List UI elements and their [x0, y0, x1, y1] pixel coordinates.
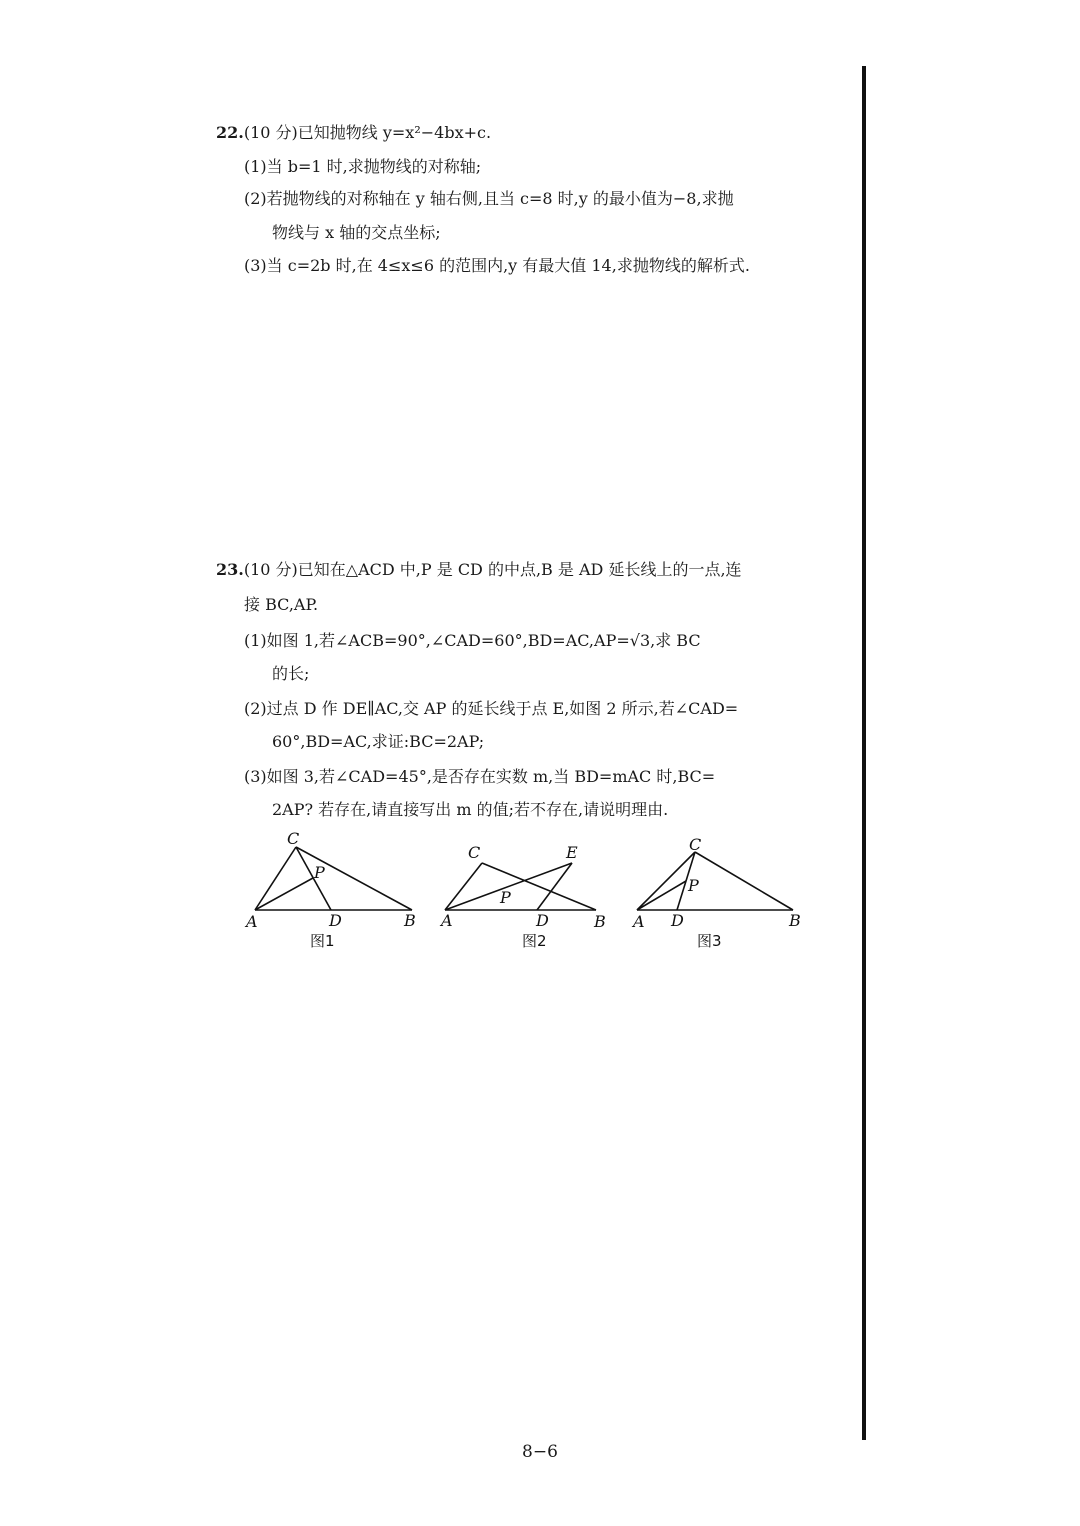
fig3-label-A: A: [633, 912, 645, 931]
fig2-label-B: B: [594, 912, 606, 931]
q22-number: 22.: [216, 123, 244, 142]
fig1-label-B: B: [404, 911, 416, 930]
q22-part2-line1: (2)若抛物线的对称轴在 y 轴右侧,且当 c=8 时,y 的最小值为−8,求抛: [244, 189, 734, 208]
q23-stem-a: (10 分)已知在△ACD 中,P 是 CD 的中点,B 是 AD 延长线上的一点,连: [243, 560, 742, 579]
fig3-label-C: C: [689, 835, 702, 854]
fig2-label-E: E: [566, 843, 578, 862]
fig1-caption: 图1: [310, 932, 335, 950]
fig3-caption: 图3: [697, 932, 722, 950]
figure-3: [635, 828, 815, 958]
q22-part3: (3)当 c=2b 时,在 4≤x≤6 的范围内,y 有最大值 14,求抛物线的解析式.: [244, 256, 750, 275]
fig1-label-P: P: [314, 863, 325, 882]
margin-rule: [862, 66, 866, 1440]
fig2-label-P: P: [500, 888, 511, 907]
q23-part3-line1: (3)如图 3,若∠CAD=45°,是否存在实数 m,当 BD=mAC 时,BC=: [244, 767, 716, 786]
figure-2: [440, 828, 620, 958]
fig3-segment-CB: [695, 852, 793, 910]
q23-part2-line1: (2)过点 D 作 DE∥AC,交 AP 的延长线于点 E,如图 2 所示,若∠CAD=: [244, 699, 739, 718]
q23-part1-line2: 的长;: [272, 664, 310, 683]
fig3-label-P: P: [688, 876, 699, 895]
q23-part3-line2: 2AP? 若存在,请直接写出 m 的值;若不存在,请说明理由.: [272, 800, 669, 819]
fig1-label-D: D: [329, 911, 342, 930]
fig1-label-C: C: [287, 829, 300, 848]
figure-1: [240, 828, 420, 958]
fig2-label-D: D: [536, 911, 549, 930]
fig1-label-A: A: [246, 912, 258, 931]
fig1-segment-AP: [255, 878, 313, 910]
fig2-caption: 图2: [522, 932, 547, 950]
q23-part2-line2: 60°,BD=AC,求证:BC=2AP;: [272, 732, 485, 751]
fig3-label-D: D: [671, 911, 684, 930]
fig1-segment-AC: [255, 847, 296, 910]
fig2-label-A: A: [441, 911, 453, 930]
fig3-label-B: B: [789, 911, 801, 930]
q22-stem-line: [216, 120, 491, 143]
q22-part2-line2: 物线与 x 轴的交点坐标;: [272, 223, 441, 242]
fig2-label-C: C: [468, 843, 481, 862]
page-number: 8−6: [522, 1442, 558, 1462]
q23-stem-line2: 接 BC,AP.: [244, 595, 319, 614]
q23-stem-line1: [216, 557, 742, 580]
q22-stem: (10 分)已知抛物线 y=x²−4bx+c.: [243, 123, 492, 142]
q23-part1-line1: (1)如图 1,若∠ACB=90°,∠CAD=60°,BD=AC,AP=√3,求 BC: [244, 631, 701, 650]
q23-number: 23.: [216, 560, 244, 579]
q22-part1: (1)当 b=1 时,求抛物线的对称轴;: [244, 157, 482, 176]
figures-row: [240, 828, 820, 958]
